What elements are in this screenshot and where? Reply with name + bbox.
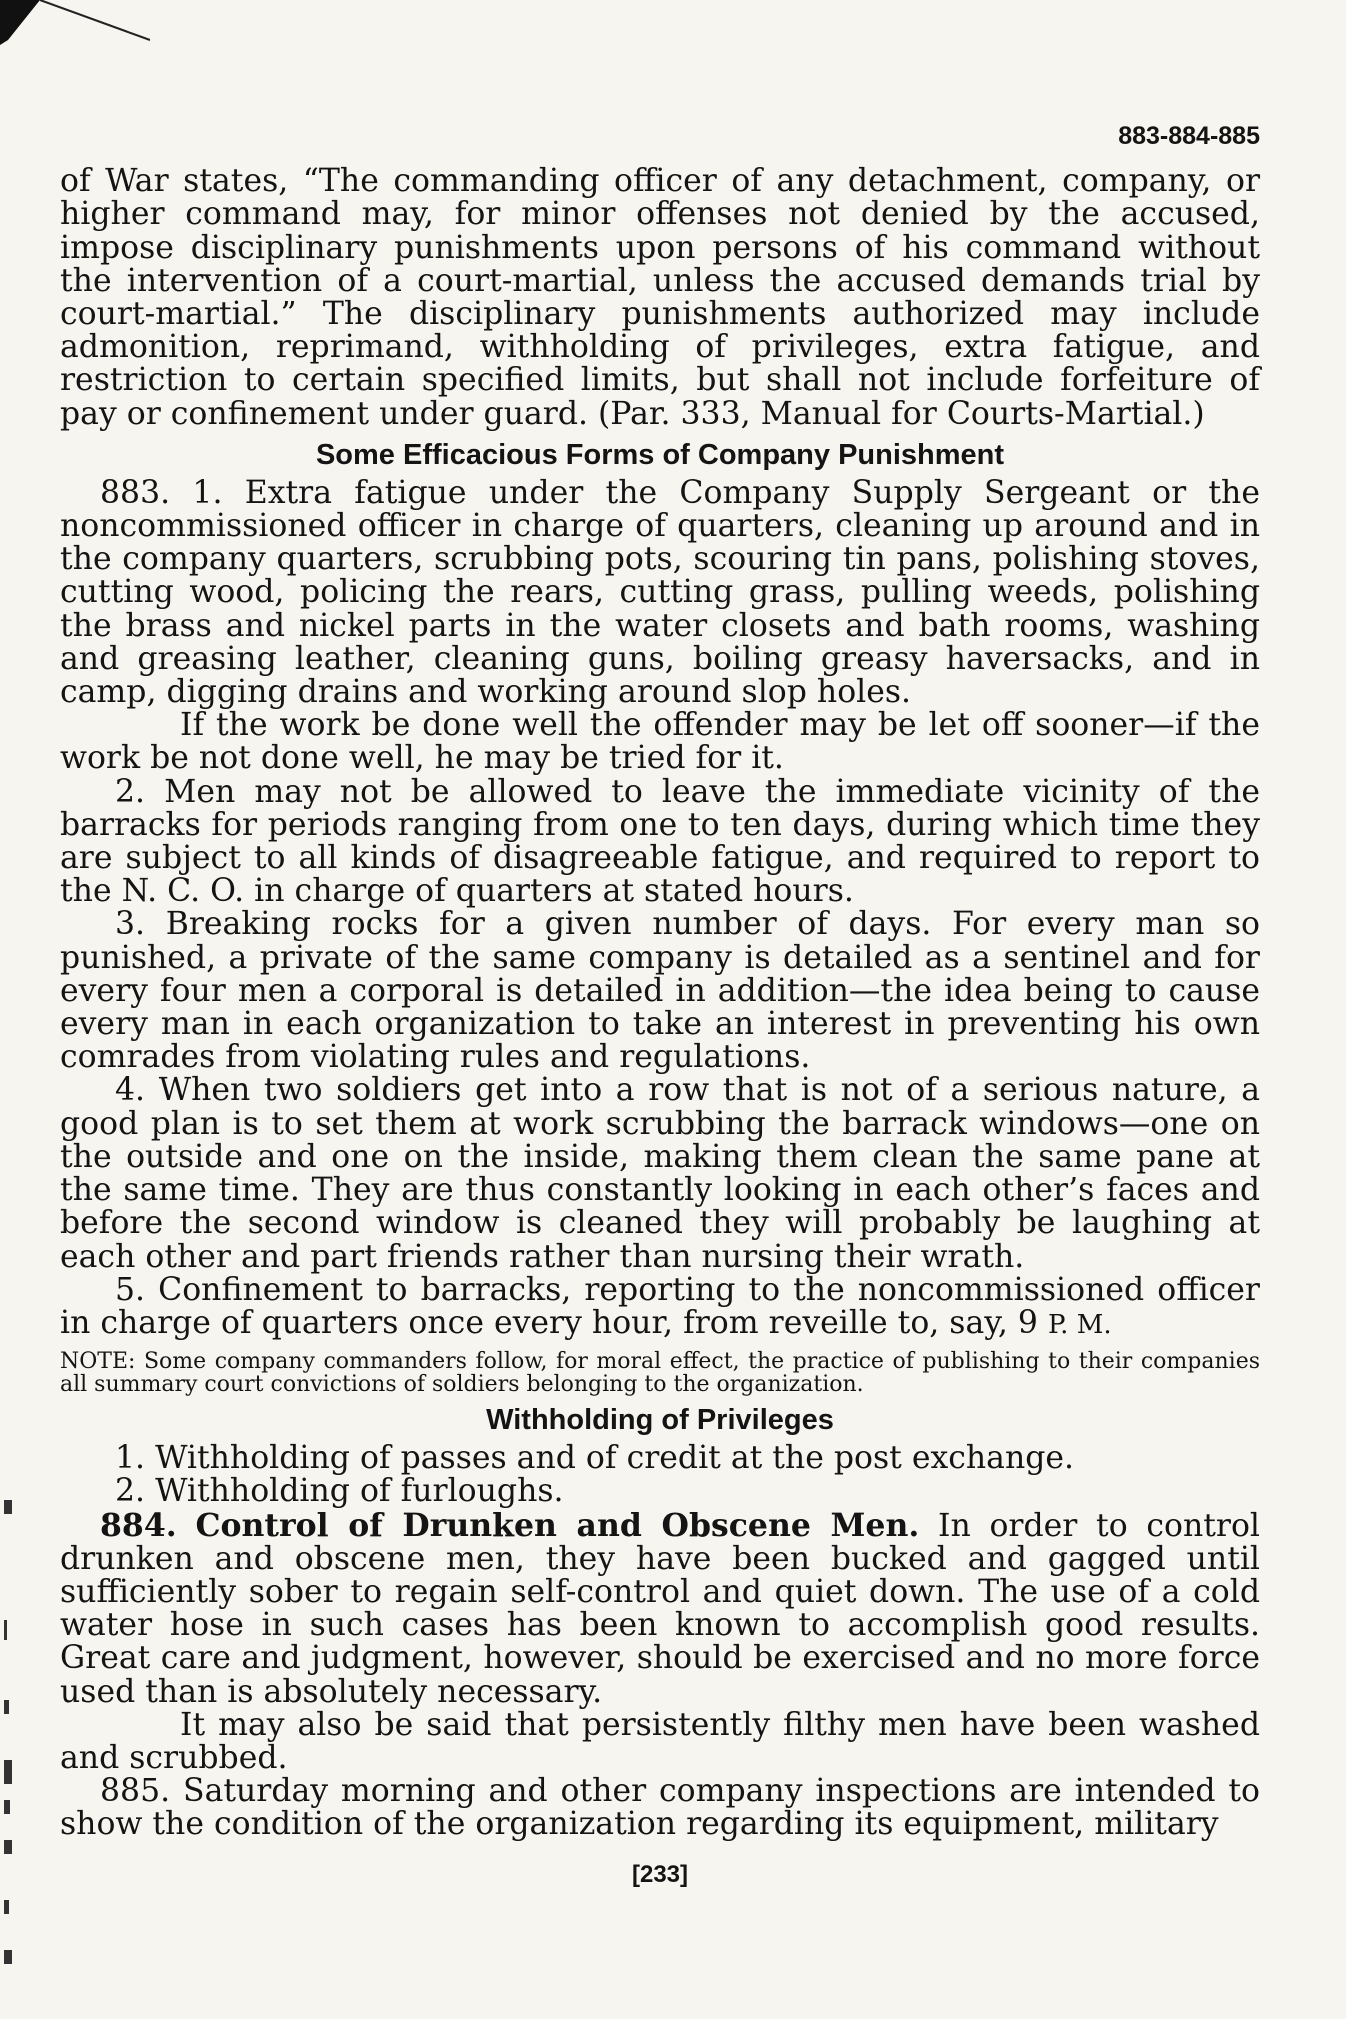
privilege-item-2-number: 2.: [115, 1473, 146, 1510]
privilege-item-1: [60, 1442, 1260, 1475]
item-1-followup: If the work be done well the offender may be let off sooner—if the work be not done well, he may be tried for it.: [60, 707, 1260, 777]
item-5-time: P. M.: [1047, 1309, 1112, 1340]
note-paragraph: [60, 1350, 1260, 1396]
section-heading-withholding-privileges: Withholding of Privileges: [486, 1404, 834, 1437]
paragraph-885-number: 885.: [100, 1773, 171, 1810]
paragraph-884-text: In order to control drunken and obscene men, they have been bucked and gagged until sufficiently sober to regain self-control and quiet down. The use of a cold water hose in such cases has been known to accomplish good results. Great care and judgment, however, should be exercised and no more force used than is absolutely necessary.: [60, 1507, 1261, 1710]
page-footer-number: [233]: [631, 1860, 689, 1888]
item-4-number: 4.: [115, 1072, 146, 1109]
item-3-breaking-rocks: [60, 908, 1260, 1074]
binding-margin-marks: [4, 1500, 18, 1980]
paragraph-884-number: 884.: [100, 1506, 177, 1544]
opening-paragraph: of War states, “The commanding officer of any detachment, company, or higher command may, for minor offenses not denied by the accused, impose disciplinary punishments upon persons of his command without the intervention of a court-martial, unless the accused demands trial by court-martial.” The disciplinary punishments authorized may include admonition, reprimand, withholding of privileges, extra fatigue, and restriction to certain specified limits, but shall not include forfeiture of pay or confinement under guard. (Par. 333, Manual for Courts-Martial.): [60, 163, 1260, 432]
item-3-text: Breaking rocks for a given number of days. For every man so punished, a private of the same company is detailed as a sentinel and for every four men a corporal is detailed in addition—the idea being to cause every man in each organization to take an interest in preventing his own comrades from violating rules and regulations.: [60, 906, 1261, 1076]
paragraph-884-title: Control of Drunken and Obscene Men.: [195, 1506, 920, 1544]
book-page: [60, 120, 1260, 1891]
item-5-number: 5.: [115, 1271, 146, 1308]
item-1-text: Extra fatigue under the Company Supply Sergeant or the noncommissioned officer in charge of quarters, cleaning up around and in the company quarters, scrubbing pots, scouring tin pans, polishing stoves, cutting wood, policing the rears, cutting grass, pulling weeds, polishing the brass and nickel parts in the water closets and bath rooms, washing and greasing leather, cleaning guns, boiling greasy haversacks, and in camp, digging drains and working around slop holes.: [60, 474, 1260, 711]
paragraph-885: [60, 1775, 1260, 1841]
privilege-item-2-text: Withholding of furloughs.: [155, 1473, 564, 1510]
privilege-item-2: [60, 1475, 1260, 1508]
item-1-extra-fatigue: [60, 474, 1260, 711]
item-2-number: 2.: [115, 773, 146, 810]
item-5-confinement: [60, 1271, 1260, 1342]
section-heading-company-punishment: Some Efficacious Forms of Company Punishment: [315, 438, 1005, 471]
privilege-item-1-number: 1.: [115, 1440, 146, 1477]
page-header-numbers: 883-884-885: [1118, 122, 1260, 150]
paragraph-884: [60, 1506, 1261, 1710]
paragraph-885-text: Saturday morning and other company inspections are intended to show the condition of the organization regarding its equipment, military: [60, 1773, 1260, 1843]
item-4-scrubbing-windows: [60, 1074, 1260, 1273]
privilege-item-1-text: Withholding of passes and of credit at the post exchange.: [155, 1440, 1075, 1477]
item-4-text: When two soldiers get into a row that is not of a serious nature, a good plan is to set them at work scrubbing the barrack windows—one on the outside and one on the inside, making them clean the same pane at the same time. They are thus constantly looking in each other’s faces and before the second window is cleaned they will probably be laughing at each other and part friends rather than nursing their wrath.: [60, 1072, 1261, 1275]
item-5-text: Confinement to barracks, reporting to the noncommissioned officer in charge of quarters once every hour, from reveille to, say, 9: [60, 1271, 1260, 1341]
item-2-text: Men may not be allowed to leave the immediate vicinity of the barracks for periods ranging from one to ten days, during which time they are subject to all kinds of disagreeable fatigue, and required to report to the N. C. O. in charge of quarters at stated hours.: [60, 773, 1261, 910]
item-2-restriction: [60, 773, 1261, 910]
paragraph-884-followup: It may also be said that persistently filthy men have been washed and scrubbed.: [60, 1706, 1260, 1776]
note-label: NOTE:: [60, 1349, 136, 1375]
item-1-number: 1.: [192, 474, 223, 511]
item-3-number: 3.: [115, 906, 146, 943]
scan-corner-shadow: [0, 0, 150, 60]
paragraph-number-883: 883.: [100, 474, 171, 511]
note-text: Some company commanders follow, for moral effect, the practice of publishing to their companies all summary court convictions of soldiers belonging to the organization.: [60, 1349, 1260, 1398]
